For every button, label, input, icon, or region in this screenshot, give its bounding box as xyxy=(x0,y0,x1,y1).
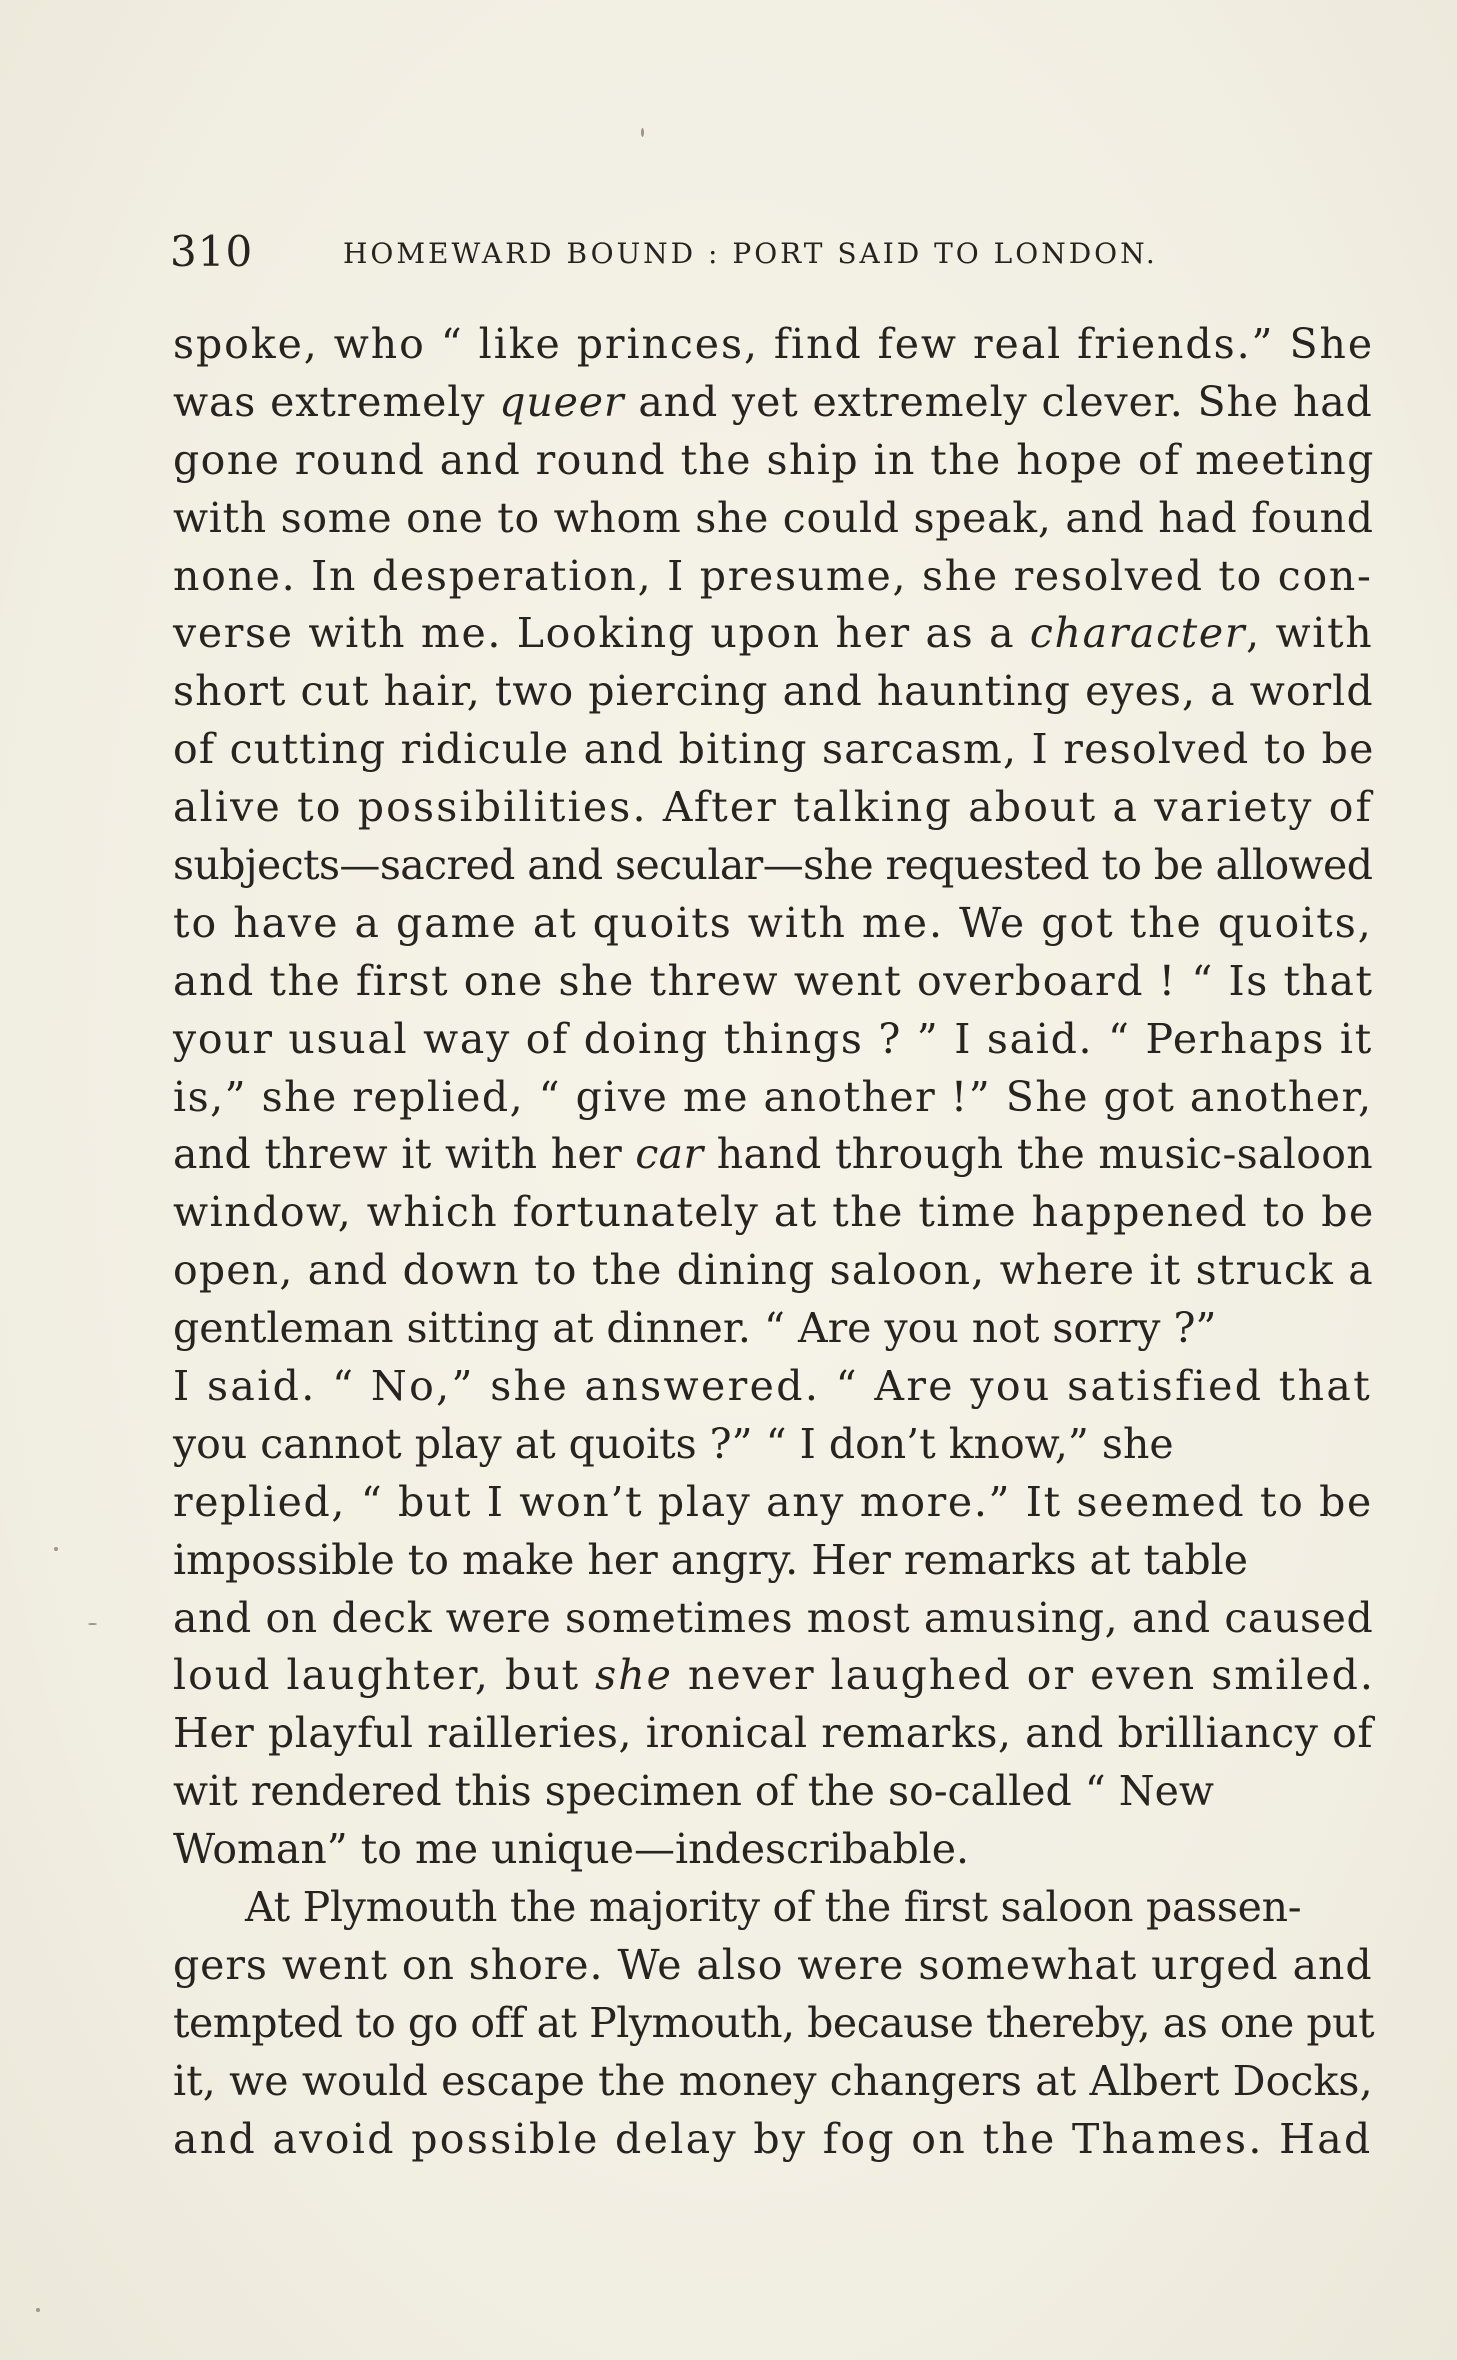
text-line: it, we would escape the money changers at Albert Docks, xyxy=(173,2056,1373,2105)
italic-word: she xyxy=(595,1651,673,1700)
paper-speck xyxy=(641,128,644,137)
text-line: your usual way of doing things ? ” I said. “ Perhaps it xyxy=(173,1014,1373,1063)
paper-speck xyxy=(54,1547,58,1551)
text-line: and on deck were sometimes most amusing, and caused xyxy=(173,1593,1374,1642)
text-line: open, and down to the dining saloon, where it struck a xyxy=(173,1246,1374,1295)
text-line: window, which fortunately at the time happened to be xyxy=(173,1188,1375,1237)
text-line: alive to possibilities. After talking about a variety of xyxy=(173,783,1373,832)
paper-speck xyxy=(36,2308,40,2312)
page-header xyxy=(170,222,1370,282)
running-head: HOMEWARD BOUND : PORT SAID TO LONDON. xyxy=(343,237,1158,270)
italic-word: character xyxy=(1029,609,1247,658)
page-number: 310 xyxy=(170,227,254,276)
text-line: with some one to whom she could speak, and had found xyxy=(173,493,1374,542)
text-line: gers went on shore. We also were somewhat urged and xyxy=(173,1940,1373,1989)
text-line: tempted to go off at Plymouth, because thereby, as one put xyxy=(173,1998,1375,2047)
text-run: hand through the music-saloon xyxy=(703,1130,1374,1179)
text-line: spoke, who “ like princes, find few real friends.” She xyxy=(173,320,1375,368)
text-line: Her playful railleries, ironical remarks, and brilliancy of xyxy=(173,1709,1374,1758)
text-line: none. In desperation, I presume, she resolved to con- xyxy=(173,551,1373,600)
italic-word: queer xyxy=(499,377,625,426)
paragraph-start-line: At Plymouth the majority of the first saloon passen- xyxy=(245,1883,1302,1932)
paper-speck xyxy=(88,1623,97,1625)
text-run: and yet extremely clever. She had xyxy=(624,377,1373,426)
text-line: and avoid possible delay by fog on the Thames. Had xyxy=(173,2114,1373,2163)
text-run: and threw it with her xyxy=(173,1130,636,1179)
text-line: gentleman sitting at dinner. “ Are you not sorry ?” xyxy=(173,1304,1217,1353)
text-line xyxy=(173,605,1373,663)
text-run: , with xyxy=(1246,609,1374,658)
text-line xyxy=(173,1647,1373,1705)
text-line: short cut hair, two piercing and haunting eyes, a world xyxy=(173,667,1374,716)
text-run: loud laughter, but xyxy=(173,1651,596,1700)
text-line: impossible to make her angry. Her remarks at table xyxy=(173,1535,1249,1584)
text-line: gone round and round the ship in the hope of meeting xyxy=(173,435,1375,484)
text-line: is,” she replied, “ give me another !” She got another, xyxy=(173,1072,1373,1121)
text-line: Woman” to me unique—indescribable. xyxy=(173,1825,970,1874)
italic-word: car xyxy=(635,1130,704,1179)
text-run: never laughed or even smiled. xyxy=(672,1651,1375,1700)
text-line: replied, “ but I won’t play any more.” It seemed to be xyxy=(173,1477,1373,1526)
text-line: subjects—sacred and secular—she requested to be allowed xyxy=(173,841,1373,890)
text-line xyxy=(173,1126,1373,1184)
text-line: you cannot play at quoits ?” “ I don’t know,” she xyxy=(173,1419,1174,1468)
body-text xyxy=(173,316,1373,2169)
text-line: to have a game at quoits with me. We got the quoits, xyxy=(173,898,1373,947)
text-line: wit rendered this specimen of the so-called “ New xyxy=(173,1767,1214,1816)
text-line xyxy=(173,374,1373,432)
text-line: and the first one she threw went overboard ! “ Is that xyxy=(173,956,1374,1005)
text-line: I said. “ No,” she answered. “ Are you satisfied that xyxy=(173,1362,1373,1411)
text-run: verse with me. Looking upon her as a xyxy=(173,609,1030,658)
text-run: was extremely xyxy=(173,377,500,426)
text-line: of cutting ridicule and biting sarcasm, I resolved to be xyxy=(173,725,1375,774)
